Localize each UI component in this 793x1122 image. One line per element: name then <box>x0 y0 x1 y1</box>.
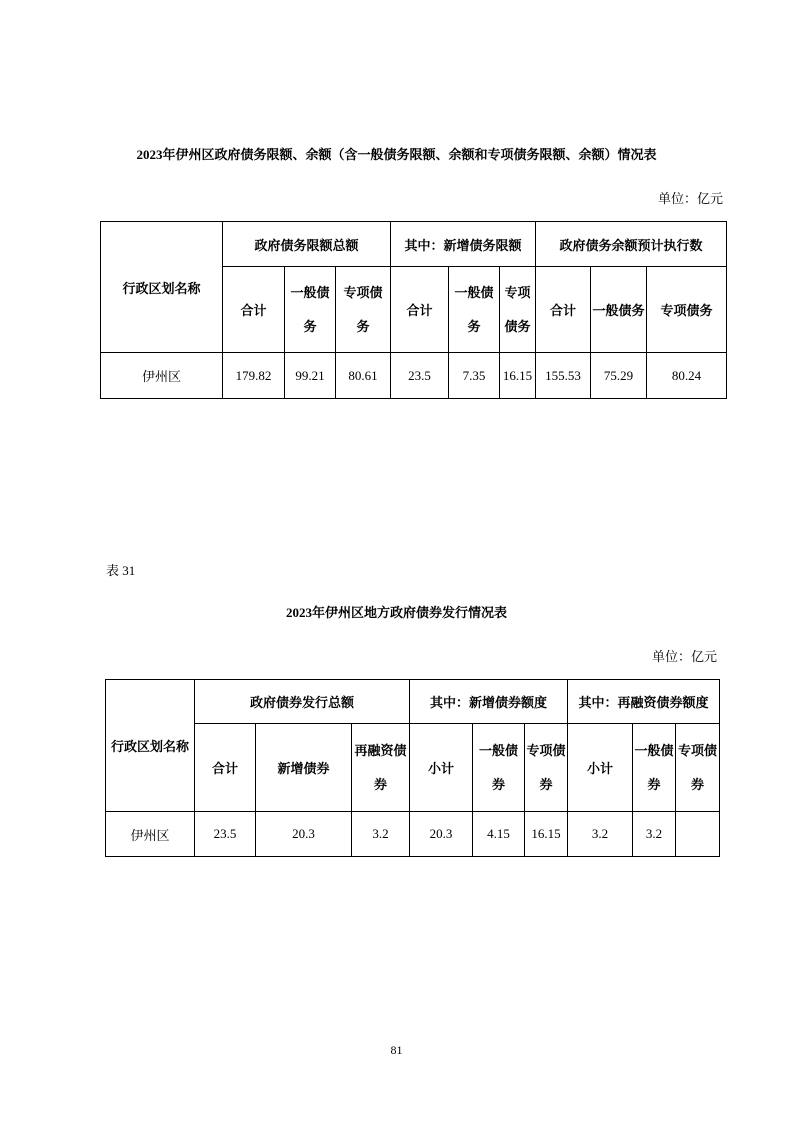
table2-cell-region: 伊州区 <box>106 812 195 857</box>
table1-cell: 75.29 <box>591 353 647 399</box>
table2-header-issuance-total: 政府债券发行总额 <box>195 680 410 724</box>
table2-cell: 3.2 <box>352 812 410 857</box>
table2-label: 表 31 <box>106 563 136 578</box>
table2-cell <box>676 812 720 857</box>
table1-cell: 179.82 <box>223 353 285 399</box>
table2-cell: 20.3 <box>256 812 352 857</box>
table1-header-new-debt-limit: 其中：新增债务限额 <box>391 222 536 267</box>
table2-cell: 3.2 <box>568 812 633 857</box>
table1-cell: 7.35 <box>449 353 500 399</box>
table1-header-g2-general: 一般债 务 <box>449 267 500 353</box>
table1-header-region: 行政区划名称 <box>101 222 223 353</box>
table2-header-g2-special: 专项债 券 <box>525 724 568 812</box>
table1-header-g2-special: 专项 债务 <box>500 267 536 353</box>
table-row <box>106 812 720 857</box>
table1-cell: 155.53 <box>536 353 591 399</box>
table2-cell: 16.15 <box>525 812 568 857</box>
table2-cell: 4.15 <box>473 812 525 857</box>
table2-header-g3-special: 专项债 券 <box>676 724 720 812</box>
table2-header-g1-total: 合计 <box>195 724 256 812</box>
table2-cell: 3.2 <box>633 812 676 857</box>
table1-cell-region: 伊州区 <box>101 353 223 399</box>
table1-cell: 99.21 <box>285 353 336 399</box>
table1-cell: 23.5 <box>391 353 449 399</box>
table2-title: 2023年伊州区地方政府债券发行情况表 <box>285 605 507 620</box>
table1-unit: 单位：亿元 <box>657 191 723 206</box>
table1-header-g1-total: 合计 <box>223 267 285 353</box>
table1-header-debt-balance-estimate: 政府债务余额预计执行数 <box>536 222 727 267</box>
table1-header-g1-general: 一般债 务 <box>285 267 336 353</box>
table1-header-g3-total: 合计 <box>536 267 591 353</box>
table-row <box>101 353 727 399</box>
table2-header-region: 行政区划名称 <box>106 680 195 812</box>
page-number: 81 <box>390 1043 403 1057</box>
table1-title: 2023年伊州区政府债务限额、余额（含一般债务限额、余额和专项债务限额、余额）情况表 <box>136 147 657 162</box>
table1 <box>100 221 727 399</box>
table1-header-g3-general: 一般债务 <box>591 267 647 353</box>
table2-cell: 23.5 <box>195 812 256 857</box>
table1-header-g1-special: 专项债 务 <box>336 267 391 353</box>
table1-header-g2-total: 合计 <box>391 267 449 353</box>
table1-cell: 80.61 <box>336 353 391 399</box>
table2 <box>105 679 720 857</box>
table2-header-g2-general: 一般债 券 <box>473 724 525 812</box>
table1-cell: 80.24 <box>647 353 727 399</box>
table1-header-debt-limit-total: 政府债务限额总额 <box>223 222 391 267</box>
table1-header-g3-special: 专项债务 <box>647 267 727 353</box>
table1-cell: 16.15 <box>500 353 536 399</box>
table2-header-new-bond-quota: 其中：新增债券额度 <box>410 680 568 724</box>
table2-header-refinancing-bond-quota: 其中：再融资债券额度 <box>568 680 720 724</box>
table2-cell: 20.3 <box>410 812 473 857</box>
table2-header-g1-new: 新增债券 <box>256 724 352 812</box>
table2-header-g3-general: 一般债 券 <box>633 724 676 812</box>
table2-header-g2-subtotal: 小计 <box>410 724 473 812</box>
table2-unit: 单位：亿元 <box>651 649 717 664</box>
table2-header-g1-refinancing: 再融资债 券 <box>352 724 410 812</box>
table2-header-g3-subtotal: 小计 <box>568 724 633 812</box>
